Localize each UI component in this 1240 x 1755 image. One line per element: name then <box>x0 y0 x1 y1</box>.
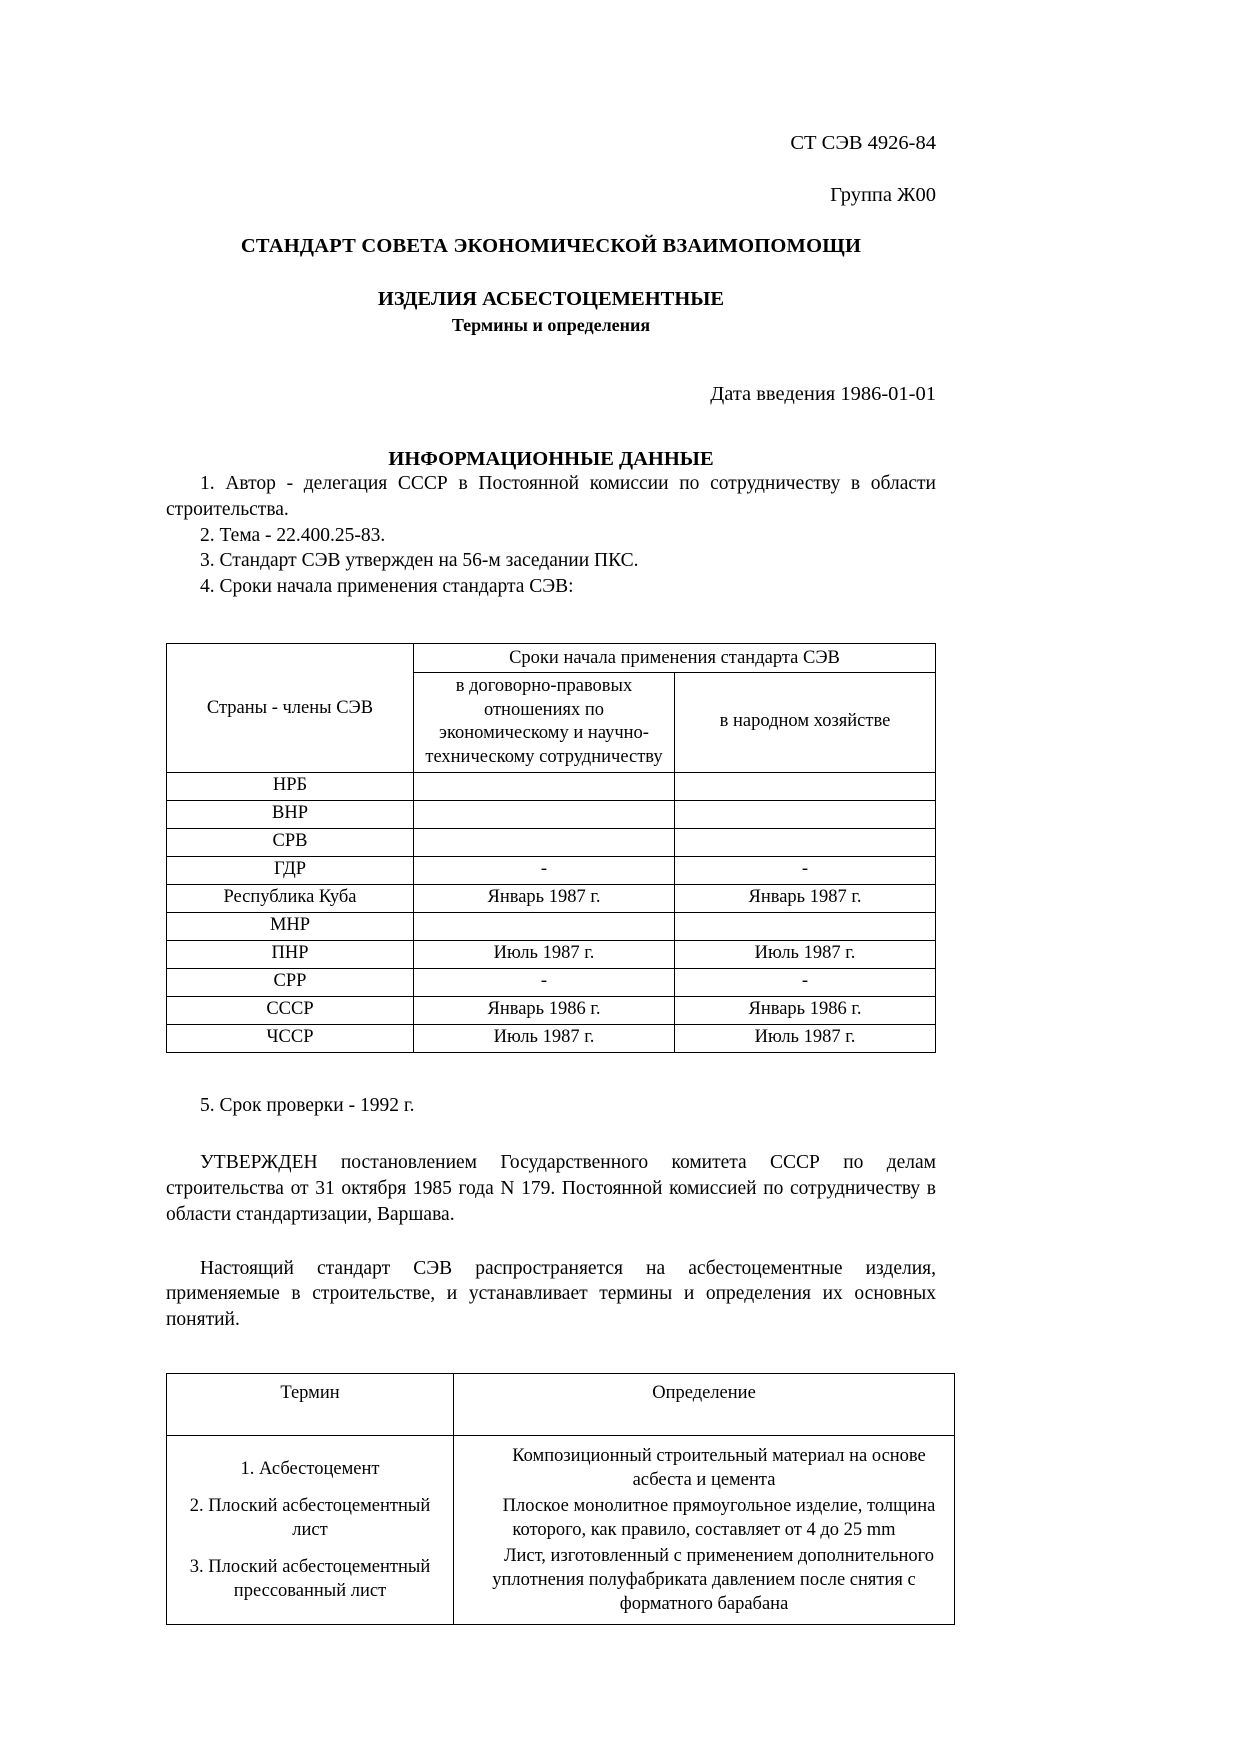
economy-date: Январь 1987 г. <box>675 884 936 912</box>
legal-date <box>414 828 675 856</box>
countries-table-body <box>167 772 936 1052</box>
economy-date: Январь 1986 г. <box>675 996 936 1024</box>
table-row <box>167 884 936 912</box>
definition-item: Композиционный строительный материал на основе асбеста и цемента <box>512 1445 926 1490</box>
table-row <box>167 1024 936 1052</box>
country-name: СРВ <box>167 828 414 856</box>
legal-date: - <box>414 968 675 996</box>
legal-date <box>414 912 675 940</box>
legal-date <box>414 800 675 828</box>
info-item-5: 5. Срок проверки - 1992 г. <box>200 1094 415 1116</box>
definitions-list-cell <box>454 1435 955 1624</box>
economy-date <box>675 772 936 800</box>
terms-table-body <box>167 1373 955 1624</box>
country-name: ВНР <box>167 800 414 828</box>
standard-title: СТАНДАРТ СОВЕТА ЭКОНОМИЧЕСКОЙ ВЗАИМОПОМОЩИ <box>240 235 862 258</box>
country-name: НРБ <box>167 772 414 800</box>
economy-date <box>675 912 936 940</box>
table-row <box>167 912 936 940</box>
column-header-definition: Определение <box>454 1373 955 1435</box>
terms-list-cell <box>167 1435 454 1624</box>
table-header-row <box>167 643 936 672</box>
economy-date <box>675 800 936 828</box>
info-item-1: 1. Автор - делегация СССР в Постоянной комиссии по сотрудничеству в области строительства. <box>166 473 936 520</box>
scope-paragraph: Настоящий стандарт СЭВ распространяется на асбестоцементные изделия, применяемые в строительстве, и устанавливает термины и определения их основных понятий. <box>166 1257 936 1330</box>
product-subtitle: Термины и определения <box>451 315 651 336</box>
column-header-span: Сроки начала применения стандарта СЭВ <box>414 643 936 672</box>
column-header-countries: Страны - члены СЭВ <box>167 643 414 772</box>
term-item: 2. Плоский асбестоцементный лист <box>189 1495 431 1540</box>
legal-date: Январь 1987 г. <box>414 884 675 912</box>
product-title: ИЗДЕЛИЯ АСБЕСТОЦЕМЕНТНЫЕ <box>377 288 725 311</box>
information-data-heading: ИНФОРМАЦИОННЫЕ ДАННЫЕ <box>388 448 714 471</box>
terms-definitions-table <box>166 1373 955 1625</box>
country-name: СССР <box>167 996 414 1024</box>
application-dates-table <box>166 643 936 1053</box>
column-header-term: Термин <box>167 1373 454 1435</box>
table-head <box>167 643 936 772</box>
info-item-4: 4. Сроки начала применения стандарта СЭВ: <box>200 576 574 598</box>
term-item: 3. Плоский асбестоцементный прессованный лист <box>189 1556 431 1602</box>
economy-date: - <box>675 968 936 996</box>
economy-date: Июль 1987 г. <box>675 1024 936 1052</box>
country-name: Республика Куба <box>167 884 414 912</box>
term-item: 1. Асбестоцемент <box>240 1458 380 1479</box>
legal-date: Июль 1987 г. <box>414 1024 675 1052</box>
economy-date: Июль 1987 г. <box>675 940 936 968</box>
legal-date: - <box>414 856 675 884</box>
definition-item: Лист, изготовленный с применением дополнительного уплотнения полуфабриката давлением после снятия с форматного барабана <box>492 1545 935 1615</box>
effective-date: Дата введения 1986-01-01 <box>710 383 936 406</box>
column-header-legal: в договорно-правовых отношениях по экономическому и научно-техническому сотрудничеству <box>414 672 675 772</box>
table-row <box>167 828 936 856</box>
terms-body-row <box>167 1435 955 1624</box>
country-name: ЧССР <box>167 1024 414 1052</box>
legal-date: Июль 1987 г. <box>414 940 675 968</box>
legal-date: Январь 1986 г. <box>414 996 675 1024</box>
table-row <box>167 940 936 968</box>
terms-header-row <box>167 1373 955 1435</box>
table-row <box>167 968 936 996</box>
document-group: Группа Ж00 <box>830 183 936 206</box>
page-content <box>166 0 936 1625</box>
approval-paragraph: УТВЕРЖДЕН постановлением Государственного комитета СССР по делам строительства от 31 октября 1985 года N 179. Постоянной комиссией по сотрудничеству в области стандартизации, Варшава. <box>166 1152 936 1225</box>
country-name: ГДР <box>167 856 414 884</box>
country-name: МНР <box>167 912 414 940</box>
country-name: ПНР <box>167 940 414 968</box>
table-row <box>167 996 936 1024</box>
table-row <box>167 800 936 828</box>
definition-item: Плоское монолитное прямоугольное изделие, толщина которого, как правило, составляет от 4 до 25 mm <box>502 1495 936 1540</box>
table-row <box>167 772 936 800</box>
column-header-economy: в народном хозяйстве <box>675 672 936 772</box>
country-name: СРР <box>167 968 414 996</box>
info-item-3: 3. Стандарт СЭВ утвержден на 56-м заседании ПКС. <box>200 550 639 572</box>
info-item-2: 2. Тема - 22.400.25-83. <box>200 524 386 546</box>
economy-date: - <box>675 856 936 884</box>
legal-date <box>414 772 675 800</box>
economy-date <box>675 828 936 856</box>
table-row <box>167 856 936 884</box>
document-code: СТ СЭВ 4926-84 <box>790 132 936 154</box>
